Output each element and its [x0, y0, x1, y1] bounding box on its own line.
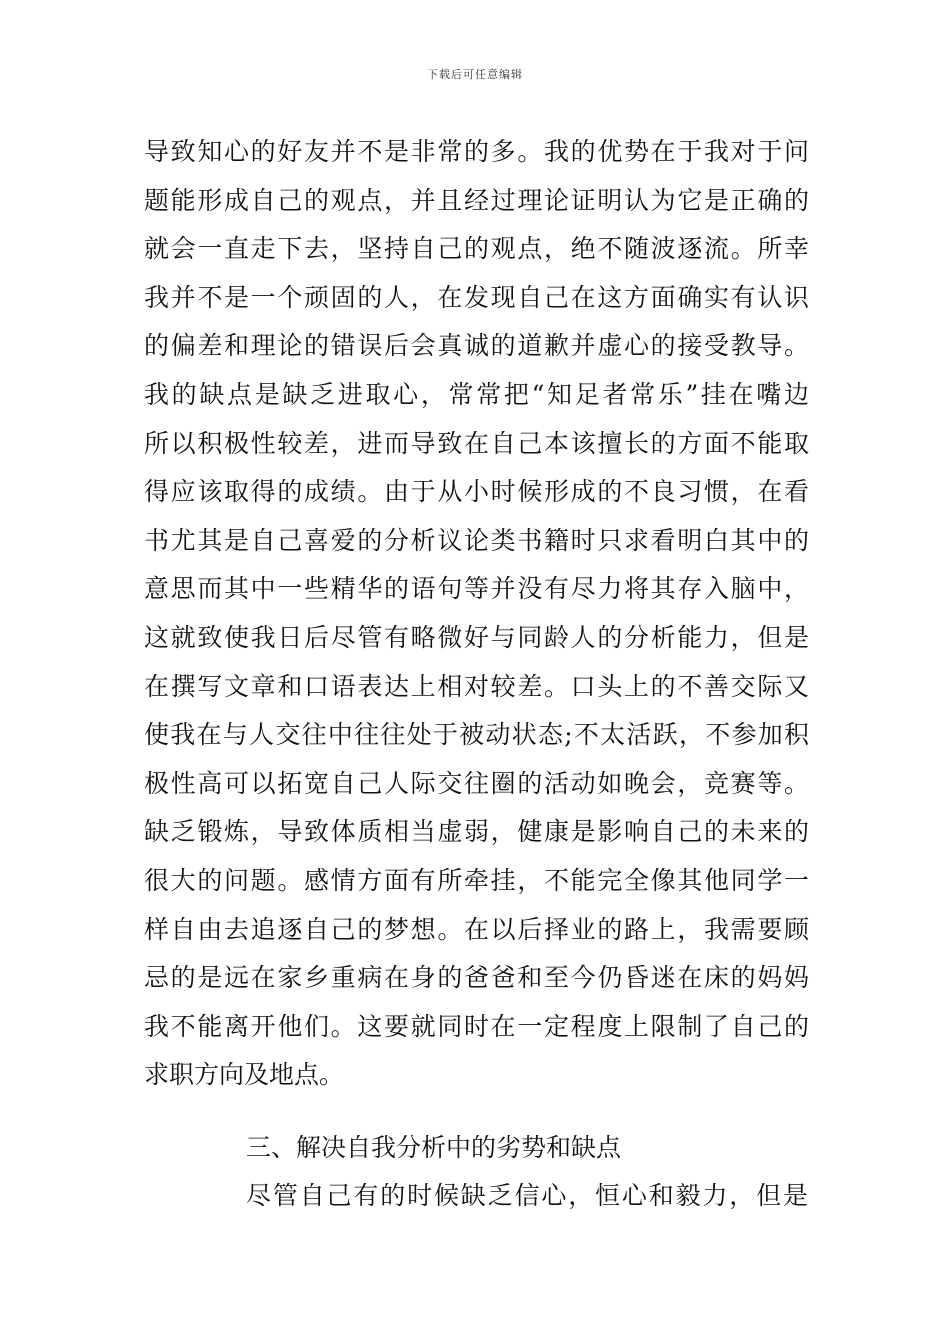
text-line: 导致知心的好友并不是非常的多。我的优势在于我对于问 [144, 137, 809, 166]
text-line: 的偏差和理论的错误后会真诚的道歉并虚心的接受教导。 [144, 331, 809, 361]
text-line: 样自由去追逐自己的梦想。在以后择业的路上，我需要顾 [144, 914, 809, 944]
text-line: 得应该取得的成绩。由于从小时候形成的不良习惯，在看 [144, 477, 809, 507]
text-line: 我不能离开他们。这要就同时在一定程度上限制了自己的 [144, 1011, 809, 1041]
text-line: 在撰写文章和口语表达上相对较差。口头上的不善交际又 [144, 671, 809, 701]
section-heading: 三、解决自我分析中的劣势和缺点 [246, 1133, 622, 1162]
text-line: 我的缺点是缺乏进取心，常常把“知足者常乐”挂在嘴边 [144, 379, 809, 409]
text-line: 我并不是一个顽固的人，在发现自己在这方面确实有认识 [144, 282, 809, 312]
text-line: 书尤其是自己喜爱的分析议论类书籍时只求看明白其中的 [144, 525, 809, 555]
header-note: 下载后可任意编辑 [427, 68, 523, 81]
text-line: 缺乏锻炼，导致体质相当虚弱，健康是影响自己的未来的 [144, 817, 809, 847]
text-line: 求职方向及地点。 [144, 1060, 345, 1090]
text-line: 使我在与人交往中往往处于被动状态;不太活跃，不参加积 [144, 720, 809, 750]
text-line: 题能形成自己的观点，并且经过理论证明认为它是正确的 [144, 185, 809, 215]
body-text [144, 128, 809, 1100]
text-line: 所以积极性较差，进而导致在自己本该擅长的方面不能取 [144, 428, 809, 458]
text-line: 这就致使我日后尽管有略微好与同龄人的分析能力，但是 [144, 622, 809, 652]
text-line: 就会一直走下去，坚持自己的观点，绝不随波逐流。所幸 [144, 234, 809, 264]
paragraph-start-line: 尽管自己有的时候缺乏信心，恒心和毅力，但是 [246, 1181, 808, 1210]
text-line: 忌的是远在家乡重病在身的爸爸和至今仍昏迷在床的妈妈 [144, 963, 809, 993]
text-line: 极性高可以拓宽自己人际交往圈的活动如晚会，竞赛等。 [144, 768, 809, 798]
text-line: 意思而其中一些精华的语句等并没有尽力将其存入脑中， [144, 574, 809, 604]
text-line: 很大的问题。感情方面有所牵挂，不能完全像其他同学一 [144, 865, 809, 895]
